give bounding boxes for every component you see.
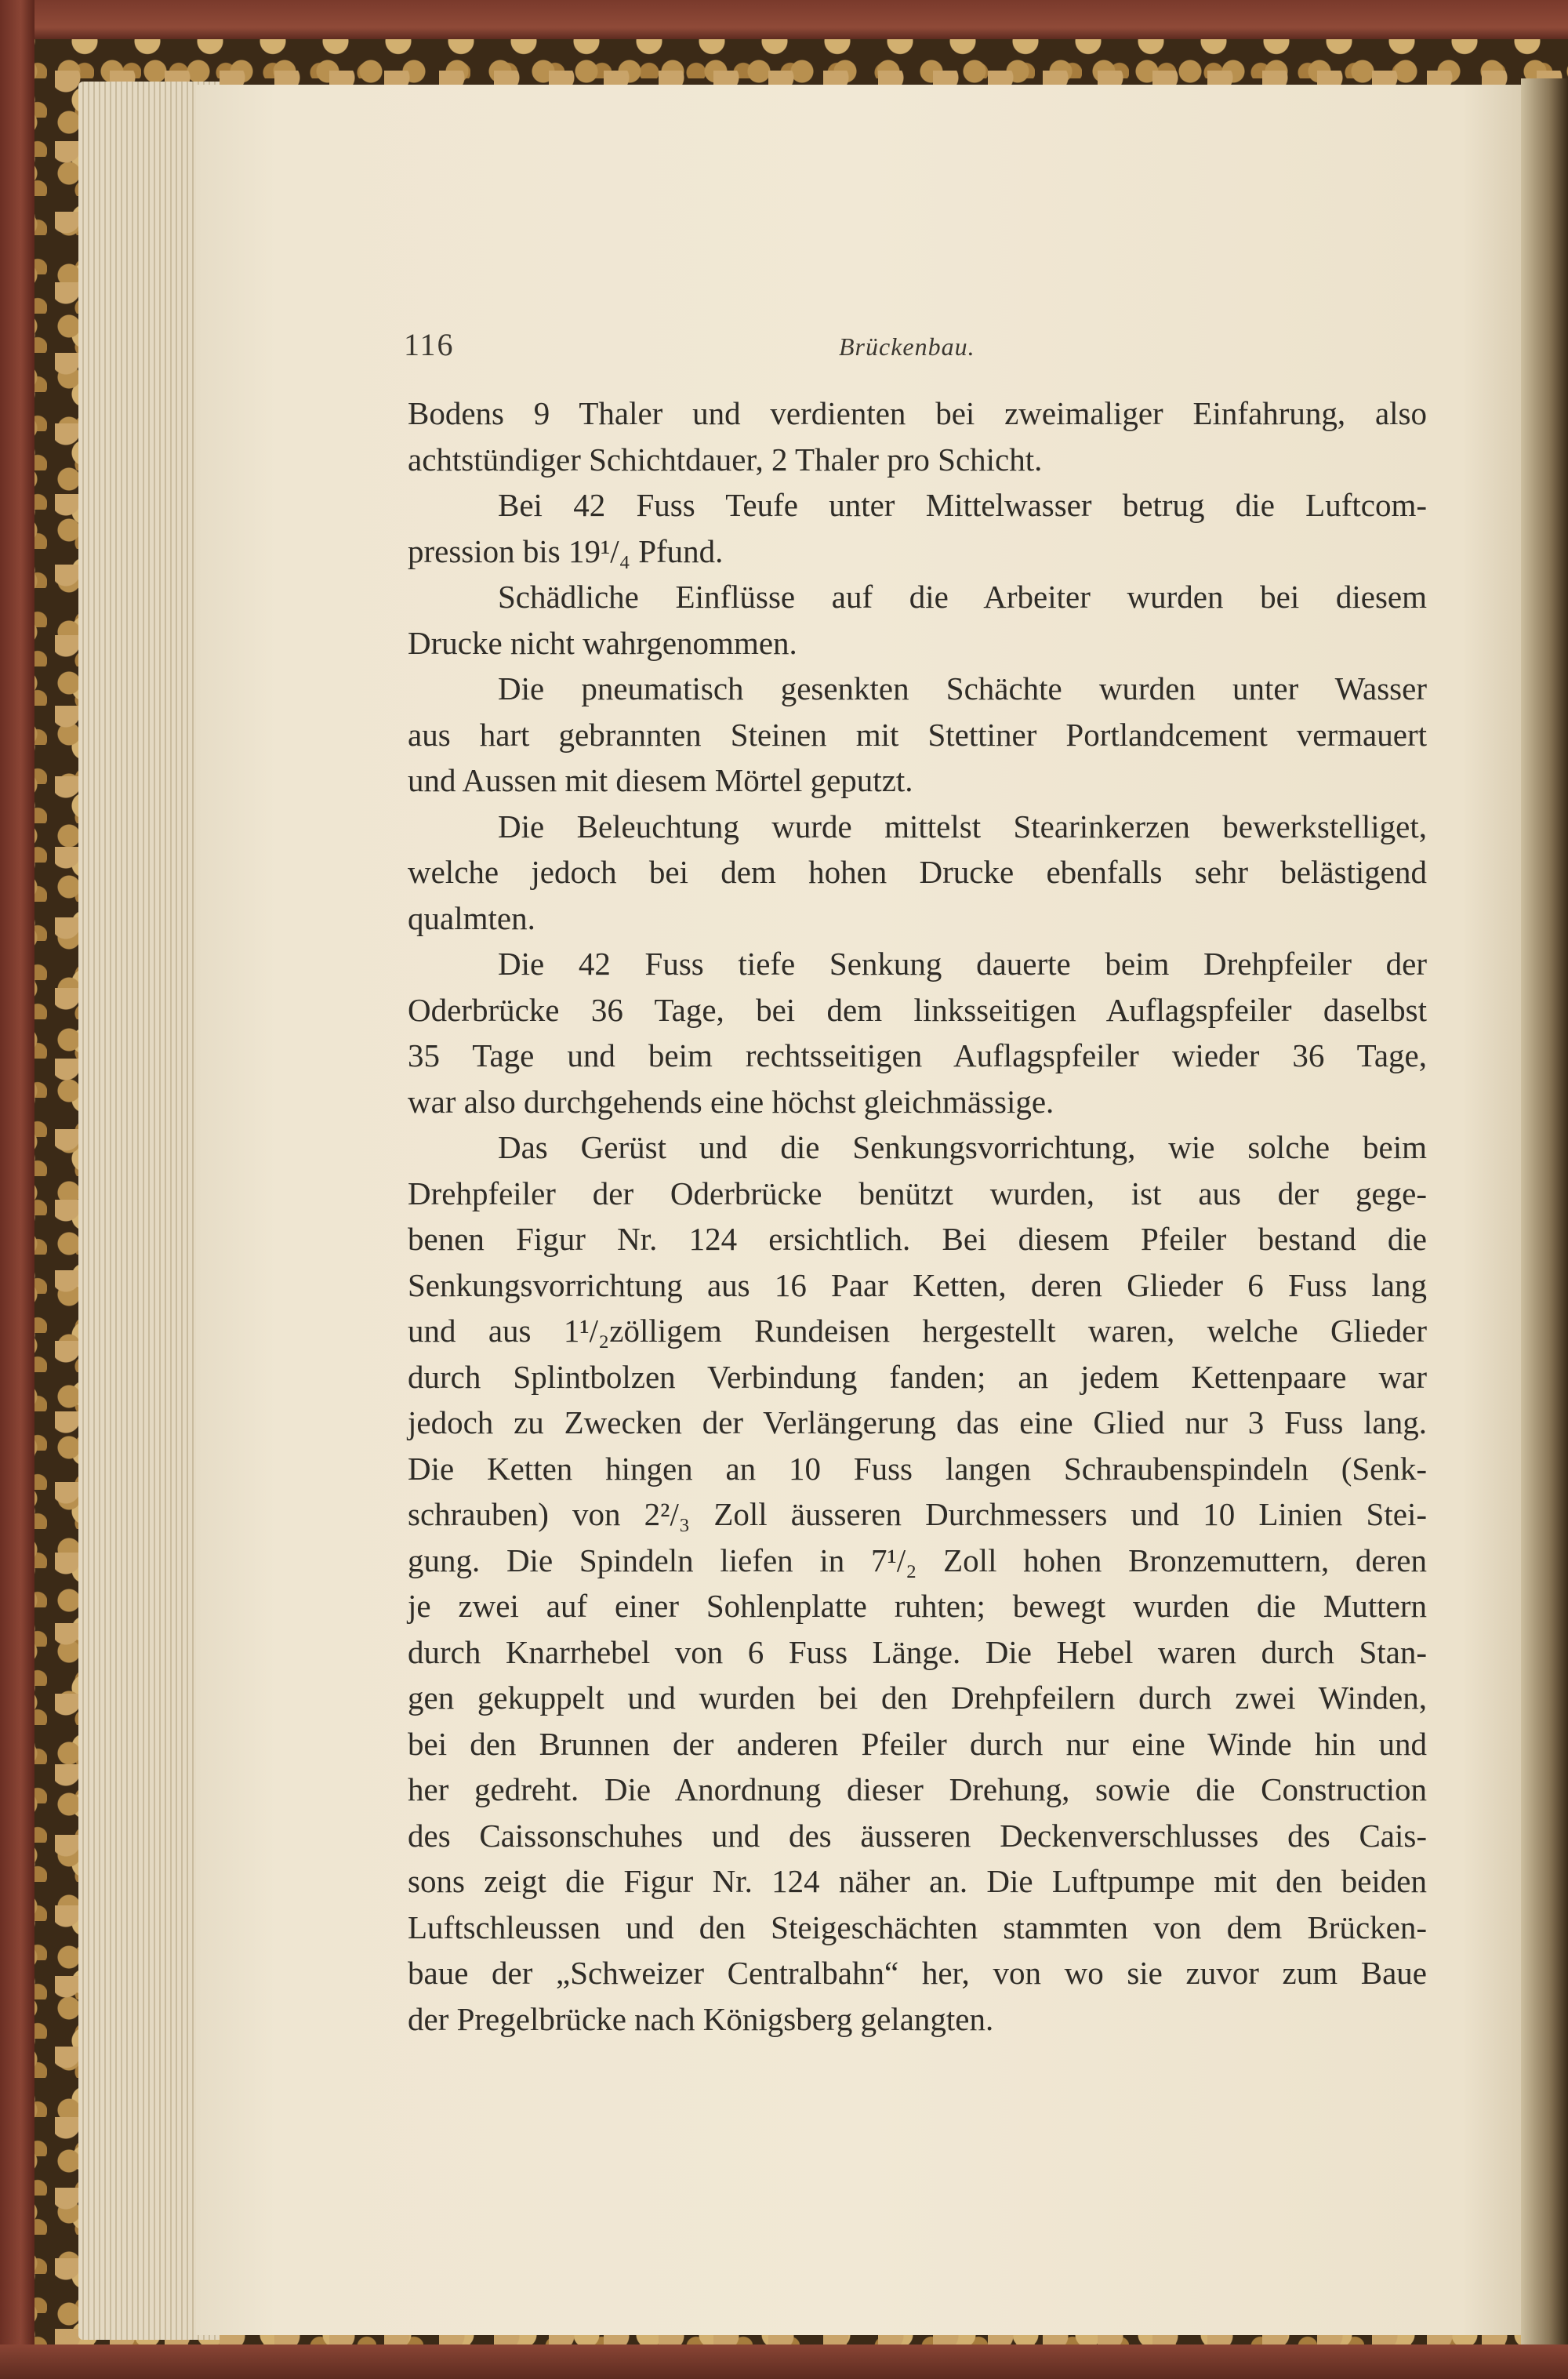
book-cover-bottom-edge (0, 2344, 1568, 2379)
book-cover-top-edge (0, 0, 1568, 39)
text-line: und Aussen mit diesem Mörtel geputzt. (408, 762, 913, 798)
text-line: und aus 1¹/₂zölligem Rundeisen hergestellt waren, welche Glieder (408, 1313, 1427, 1349)
text-line: Schädliche Einflüsse auf die Arbeiter wurden bei diesem (498, 579, 1427, 615)
text-line: sons zeigt die Figur Nr. 124 näher an. Die Luftpumpe mit den beiden (408, 1863, 1427, 1899)
text-line: Bodens 9 Thaler und verdienten bei zweimaliger Einfahrung, also (408, 395, 1427, 431)
text-line: bei den Brunnen der anderen Pfeiler durch nur eine Winde hin und (408, 1725, 1427, 1762)
text-line: der Pregelbrücke nach Königsberg gelangten. (408, 2000, 994, 2037)
text-line: baue der „Schweizer Centralbahn“ her, von wo sie zuvor zum Baue (408, 1955, 1427, 1991)
text-line: je zwei auf einer Sohlenplatte ruhten; bewegt wurden die Muttern (408, 1588, 1427, 1624)
text-line: Die Ketten hingen an 10 Fuss langen Schraubenspindeln (Senk- (408, 1450, 1427, 1487)
text-line: aus hart gebrannten Steinen mit Stettiner Portlandcement vermauert (408, 716, 1427, 753)
text-line: Senkungsvorrichtung aus 16 Paar Ketten, deren Glieder 6 Fuss lang (408, 1266, 1427, 1303)
text-line: qualmten. (408, 899, 535, 936)
text-line: Bei 42 Fuss Teufe unter Mittelwasser betrug die Luftcom- (498, 487, 1427, 523)
text-line: des Caissonschuhes und des äusseren Deckenverschlusses des Cais- (408, 1817, 1427, 1854)
body-text (408, 390, 1427, 2042)
text-line: gung. Die Spindeln liefen in 7¹/₂ Zoll hohen Bronzemuttern, deren (408, 1542, 1427, 1578)
page-header (404, 326, 1423, 365)
text-line: Die pneumatisch gesenkten Schächte wurden unter Wasser (498, 670, 1427, 706)
text-line: pression bis 19¹/₄ Pfund. (408, 532, 724, 569)
text-line: Luftschleussen und den Steigeschächten stammten von dem Brücken- (408, 1909, 1427, 1945)
text-line: schrauben) von 2²/₃ Zoll äusseren Durchmessers und 10 Linien Stei- (408, 1496, 1427, 1532)
text-line: jedoch zu Zwecken der Verlängerung das eine Glied nur 3 Fuss lang. (408, 1404, 1427, 1440)
text-line: war also durchgehends eine höchst gleichmässige. (408, 1083, 1054, 1120)
text-line: Die Beleuchtung wurde mittelst Stearinkerzen bewerkstelliget, (498, 808, 1427, 844)
text-line: gen gekuppelt und wurden bei den Drehpfeilern durch zwei Winden, (408, 1680, 1427, 1716)
text-line: Das Gerüst und die Senkungsvorrichtung, wie solche beim (498, 1129, 1427, 1165)
page-number: 116 (404, 327, 455, 362)
text-line: Oderbrücke 36 Tage, bei dem linksseitigen Auflagspfeiler daselbst (408, 991, 1427, 1028)
text-line: durch Splintbolzen Verbindung fanden; an jedem Kettenpaare war (408, 1358, 1427, 1395)
text-line: her gedreht. Die Anordnung dieser Drehung, sowie die Construction (408, 1771, 1427, 1807)
text-line: benen Figur Nr. 124 ersichtlich. Bei diesem Pfeiler bestand die (408, 1221, 1427, 1257)
page-gutter (1521, 78, 1568, 2344)
text-line: durch Knarrhebel von 6 Fuss Länge. Die Hebel waren durch Stan- (408, 1633, 1427, 1670)
text-line: 35 Tage und beim rechtsseitigen Auflagspfeiler wieder 36 Tage, (408, 1037, 1427, 1073)
book-cover-left-edge (0, 0, 34, 2379)
text-line: welche jedoch bei dem hohen Drucke ebenfalls sehr belästigend (408, 854, 1427, 890)
text-line: Die 42 Fuss tiefe Senkung dauerte beim Drehpfeiler der (498, 946, 1427, 982)
text-line: Drucke nicht wahrgenommen. (408, 624, 797, 661)
text-line: Drehpfeiler der Oderbrücke benützt wurden, ist aus der gege- (408, 1175, 1427, 1211)
text-line: achtstündiger Schichtdauer, 2 Thaler pro Schicht. (408, 441, 1043, 478)
running-title: Brückenbau. (839, 332, 975, 361)
